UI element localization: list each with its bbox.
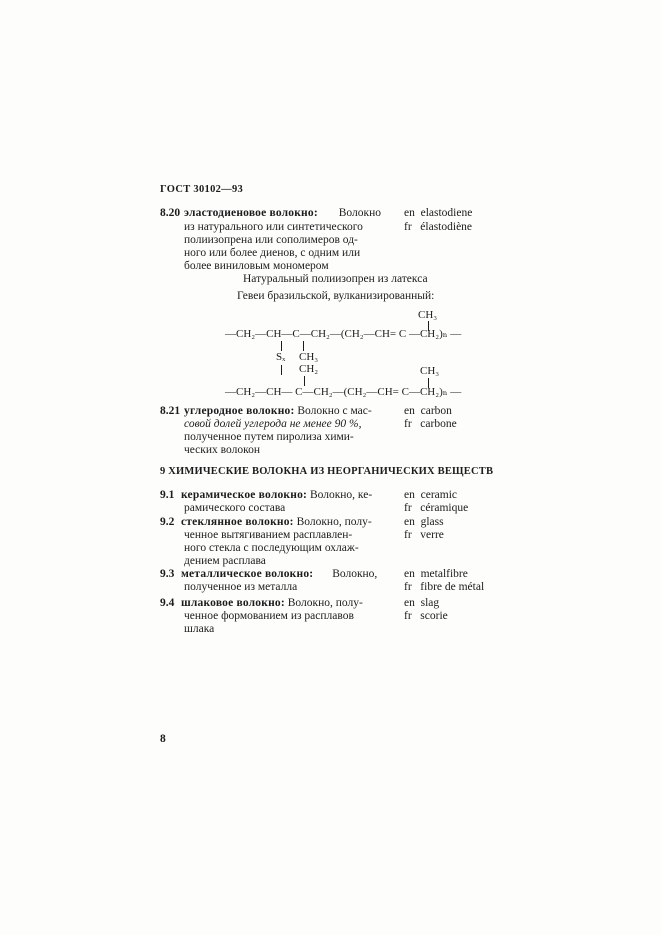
- english-equivalent: en elastodiene: [404, 207, 473, 219]
- entry-term-line: [181, 568, 377, 580]
- definition-line: ческих волокон: [184, 444, 260, 456]
- french-equivalent: fr scorie: [404, 610, 448, 622]
- entry-number: 8.20: [160, 207, 181, 219]
- english-equivalent: en carbon: [404, 405, 452, 417]
- formula-bond: [281, 365, 282, 375]
- english-equivalent: en metalfibre: [404, 568, 468, 580]
- french-equivalent: fr céramique: [404, 502, 469, 514]
- term: металлическое волокно:: [181, 568, 314, 580]
- definition-line: ного стекла с последующим охлаж-: [184, 542, 359, 554]
- definition-start: Волокно, полу-: [287, 597, 363, 609]
- definition-line: совой долей углерода не менее 90 %,: [184, 418, 362, 430]
- entry-term-line: [181, 516, 372, 528]
- formula-group: CH₂: [299, 363, 319, 375]
- formula-caption: Натуральный полиизопрен из латекса: [243, 273, 428, 285]
- definition-line: ченное вытягиванием расплавлен-: [184, 529, 353, 541]
- definition-line: ного или более диенов, с одним или: [184, 247, 361, 259]
- formula-bond: [303, 341, 304, 351]
- entry-term-line: [181, 597, 363, 609]
- term: углеродное волокно:: [184, 405, 295, 417]
- formula-row: —CH₂—CH— C—CH₂—(CH₂—CH= C—CH₂)ₙ —: [225, 386, 462, 398]
- definition-start: Волокно с мас-: [297, 405, 372, 417]
- entry-term-line: [181, 489, 372, 501]
- entry-number: 9.3: [160, 568, 175, 580]
- definition-line: ченное формованием из расплавов: [184, 610, 354, 622]
- section-title: 9 ХИМИЧЕСКИЕ ВОЛОКНА ИЗ НЕОРГАНИЧЕСКИХ ВЕЩЕСТВ: [160, 466, 494, 477]
- definition-line: шлака: [184, 623, 215, 635]
- formula-caption: Гевеи бразильской, вулканизированный:: [237, 290, 435, 302]
- document-code: ГОСТ 30102—93: [160, 184, 244, 195]
- definition-start: Волокно: [338, 207, 381, 219]
- definition-line: более виниловым мономером: [184, 260, 329, 272]
- entry-term-line: [184, 207, 381, 219]
- definition-line: из натурального или синтетического: [184, 221, 363, 233]
- entry-number: 9.2: [160, 516, 175, 528]
- formula-row: —CH₂—CH—C—CH₂—(CH₂—CH= C —CH₂)ₙ —: [225, 328, 462, 340]
- formula-group: CH₃: [420, 365, 440, 377]
- definition-line: дением расплава: [184, 555, 266, 567]
- definition-start: Волокно,: [332, 568, 378, 580]
- term: эластодиеновое волокно:: [184, 207, 318, 219]
- term: шлаковое волокно:: [181, 597, 285, 609]
- formula-bond: [281, 341, 282, 351]
- french-equivalent: fr élastodiène: [404, 221, 473, 233]
- formula-group: Sₓ: [276, 351, 286, 363]
- french-equivalent: fr fibre de métal: [404, 581, 485, 593]
- definition-line: полученное из металла: [184, 581, 298, 593]
- french-equivalent: fr carbone: [404, 418, 457, 430]
- entry-number: 9.4: [160, 597, 175, 609]
- definition-start: Волокно, ке-: [309, 489, 373, 501]
- definition-line: рамического состава: [184, 502, 286, 514]
- entry-term-line: [184, 405, 372, 417]
- english-equivalent: en glass: [404, 516, 444, 528]
- definition-start: Волокно, полу-: [296, 516, 372, 528]
- entry-number: 8.21: [160, 405, 181, 417]
- term: керамическое волокно:: [181, 489, 308, 501]
- entry-number: 9.1: [160, 489, 175, 501]
- english-equivalent: en slag: [404, 597, 440, 609]
- definition-line: полученное путем пиролиза хими-: [184, 431, 354, 443]
- formula-group: CH₃: [418, 309, 438, 321]
- term: стеклянное волокно:: [181, 516, 294, 528]
- formula-group: CH₃: [299, 351, 319, 363]
- english-equivalent: en ceramic: [404, 489, 457, 501]
- page-number: 8: [160, 733, 166, 745]
- french-equivalent: fr verre: [404, 529, 444, 541]
- definition-line: полиизопрена или сополимеров од-: [184, 234, 358, 246]
